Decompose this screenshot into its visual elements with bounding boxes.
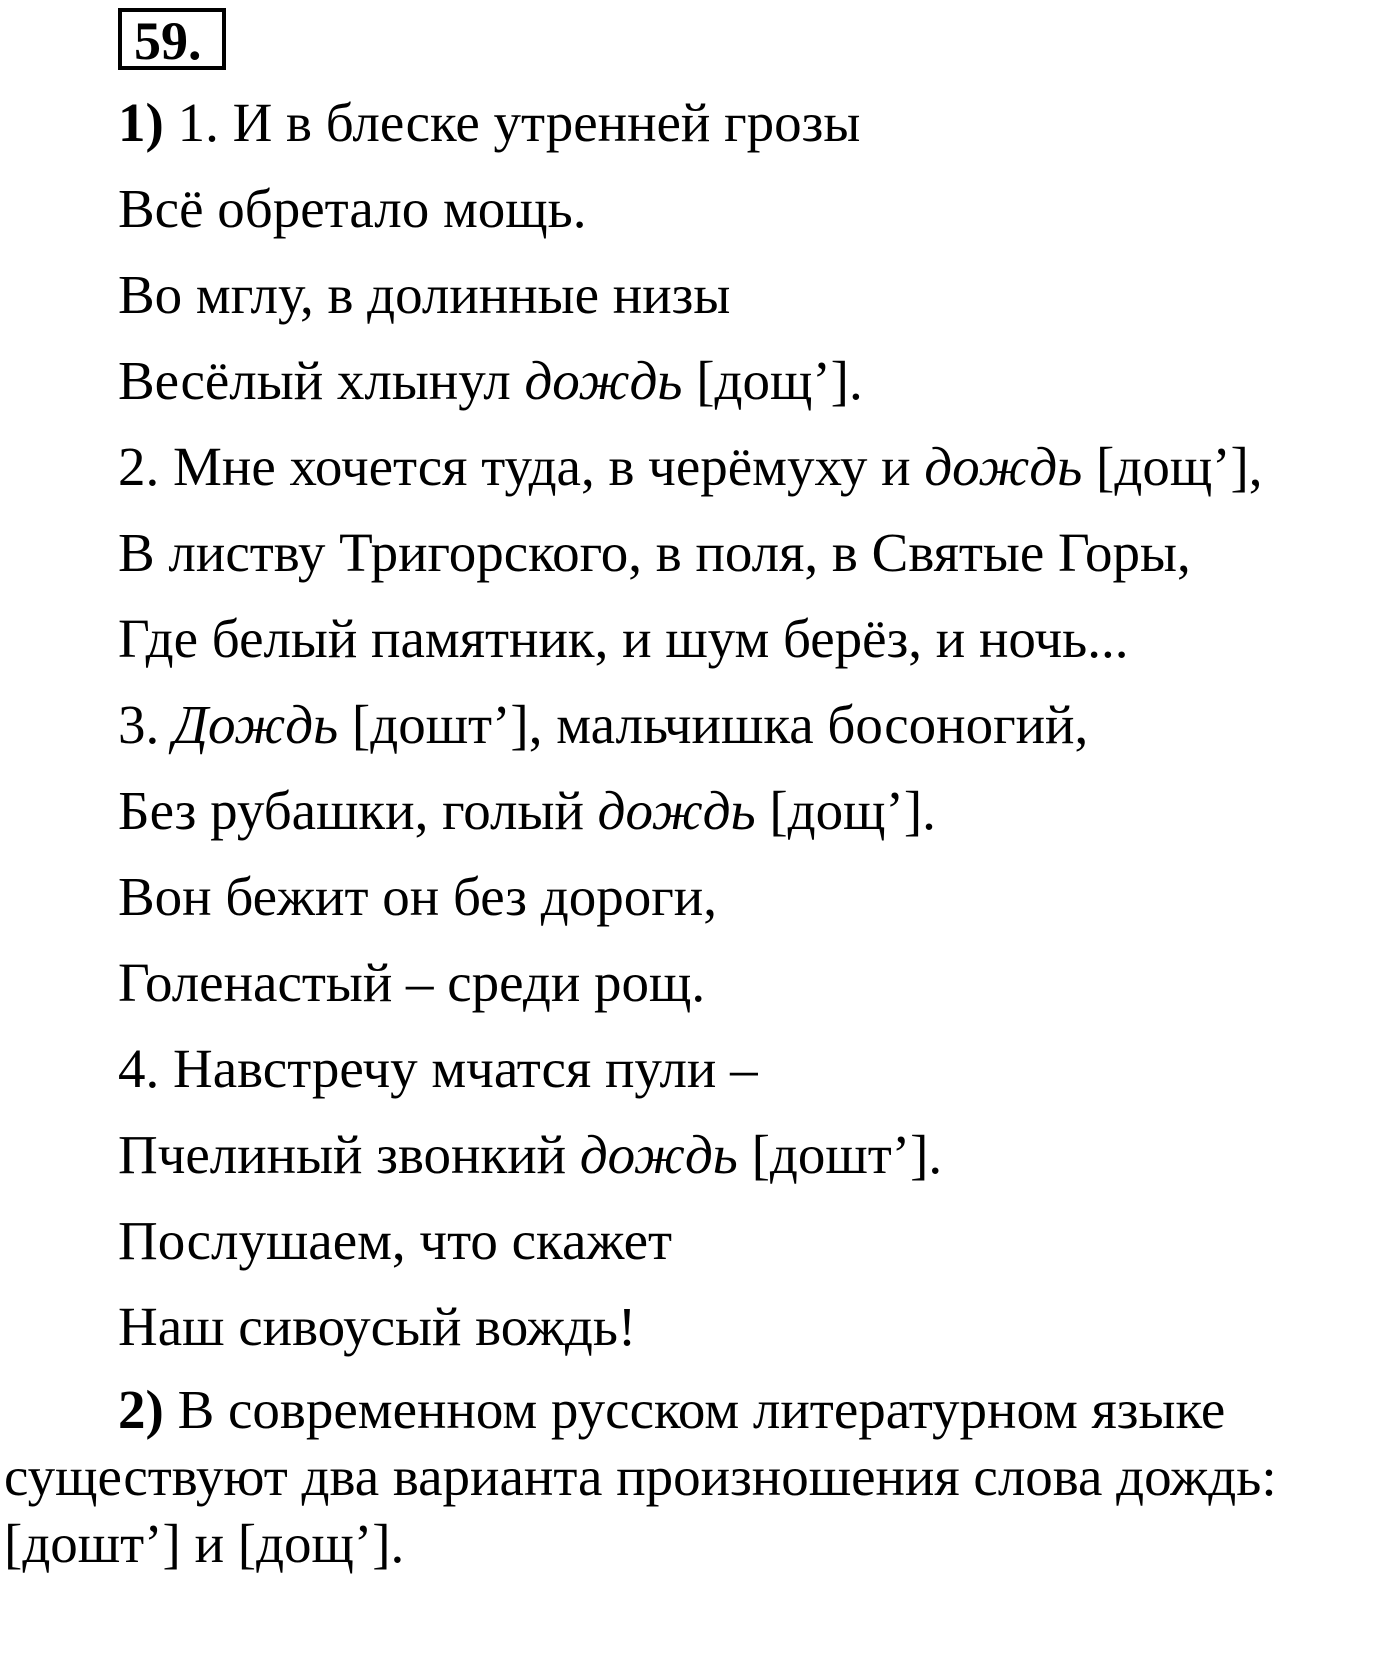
poem-line-12: 4. Навстречу мчатся пули – (118, 1038, 758, 1099)
part2-marker: 2) (118, 1379, 164, 1440)
poem-line-11: Голенастый – среди рощ. (118, 952, 706, 1013)
part1-marker: 1) (118, 92, 164, 153)
poem-line-2: Всё обретало мощь. (118, 178, 587, 239)
poem-line-15: Наш сивоусый вождь! (118, 1296, 637, 1357)
paragraph-line-1: 2) В современном русском литературном языке (118, 1379, 1226, 1440)
poem-line-8: 3. Дождь [дошт’], мальчишка босоногий, (118, 694, 1089, 755)
poem-line-6: В листву Тригорского, в поля, в Святые Горы, (118, 522, 1191, 583)
poem-line-4: Весёлый хлынул дождь [дощ’]. (118, 350, 863, 411)
emphasized-word: дождь (524, 350, 683, 411)
poem-line-14: Послушаем, что скажет (118, 1210, 673, 1271)
answer-paragraph (0, 1376, 1400, 1577)
emphasized-word: Дождь (173, 694, 339, 755)
emphasized-word: дождь (579, 1124, 738, 1185)
paragraph-line-3: [дошт’] и [дощ’]. (4, 1513, 405, 1574)
emphasized-word: дождь (924, 436, 1083, 497)
poem-line-3: Во мглу, в долинные низы (118, 264, 731, 325)
poem-line-5: 2. Мне хочется туда, в черёмуху и дождь [дощ’], (118, 436, 1263, 497)
poem-line-9: Без рубашки, голый дождь [дощ’]. (118, 780, 936, 841)
poem-line-7: Где белый памятник, и шум берёз, и ночь... (118, 608, 1129, 669)
poem-line-13: Пчелиный звонкий дождь [дошт’]. (118, 1124, 943, 1185)
task-number: 59. (134, 11, 202, 71)
emphasized-word: дождь (597, 780, 756, 841)
paragraph-line-2: существуют два варианта произношения слова дождь: (4, 1446, 1277, 1507)
poem-line-10: Вон бежит он без дороги, (118, 866, 717, 927)
task-number-box (118, 8, 226, 70)
poem-line-1: 1) 1. И в блеске утренней грозы (118, 92, 861, 153)
